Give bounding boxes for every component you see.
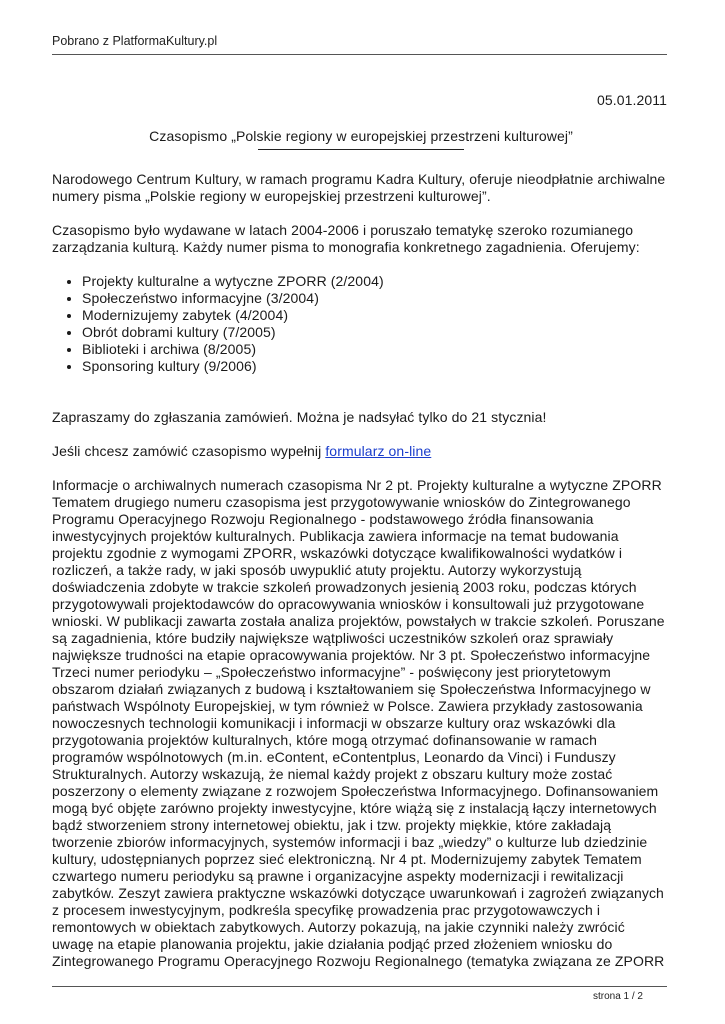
article-title: Czasopismo „Polskie regiony w europejskiej przestrzeni kulturowej”: [149, 128, 573, 144]
list-item: • Sponsoring kultury (9/2006): [82, 358, 670, 375]
order-prefix: Jeśli chcesz zamówić czasopismo wypełnij: [52, 443, 326, 459]
archive-info-paragraph: Informacje o archiwalnych numerach czasopisma Nr 2 pt. Projekty kulturalne a wytyczne ZPORR Tematem drugiego numeru czasopisma jest przygotowywanie wniosków do Zintegrowanego Programu Operacyjnego Rozwoju Regionalnego - podstawowego źródła finansowania inwestycyjnych projektów kulturalnych. Publikacja zawiera informacje na temat budowania projektu zgodnie z wymogami ZPORR, wskazówki dotyczące kwalifikowalności wydatków i rozliczeń, a także rady, w jaki sposób uwypuklić atuty projektu. Autorzy wykorzystują doświadczenia zdobyte w trakcie szkoleń prowadzonych jesienią 2003 roku, podczas których przygotowywali projektodawców do opracowywania wniosków i konsultowali już przygotowane wnioski. W publikacji zawarta została analiza projektów, powstałych w trakcie szkoleń. Poruszane są zagadnienia, które budziły największe wątpliwości uczestników szkoleń oraz sprawiały największe trudności na etapie opracowywania projektów. Nr 3 pt. Społeczeństwo informacyjne Trzeci numer periodyku – „Społeczeństwo informacyjne” - poświęcony jest priorytetowym obszarom działań związanych z budową i kształtowaniem się Społeczeństwa Informacyjnego w państwach Wspólnoty Europejskiej, w tym również w Polsce. Zawiera przykłady zastosowania nowoczesnych technologii komunikacji i informacji w obszarze kultury oraz wskazówki dla przygotowania projektów kulturalnych, które mogą otrzymać dofinansowanie w ramach programów wspólnotowych (m.in. eContent, eContentplus, Leonardo da Vinci) i Funduszy Strukturalnych. Autorzy wskazują, że niemal każdy projekt z obszaru kultury może zostać poszerzony o elementy związane z rozwojem Społeczeństwa Informacyjnego. Dofinansowaniem mogą być objęte zarówno projekty inwestycyjne, które wiążą się z instalacją łączy internetowych bądź stworzeniem strony internetowej obiektu, jak i tzw. projekty miękkie, które zakładają tworzenie zbiorów informacyjnych, systemów informacji i baz „wiedzy” o kulturze lub dziedzinie kultury, udostępnianych poprzez sieć elektroniczną. Nr 4 pt. Modernizujemy zabytek Tematem czwartego numeru periodyku są prawne i organizacyjne aspekty modernizacji i rewitalizacji zabytków. Zeszyt zawiera praktyczne wskazówki dotyczące uwarunkowań i zagrożeń związanych z procesem inwestycyjnym, podkreśla specyfikę prowadzenia prac przygotowawczych i remontowych w obiektach zabytkowych. Autorzy pokazują, na jakie czynniki należy zwrócić uwagę na etapie planowania projektu, jakie działania podjąć przed złożeniem wniosku do Zintegrowanego Programu Operacyjnego Rozwoju Regionalnego (tematyka związana ze ZPORR: [52, 477, 665, 969]
header-divider: [52, 54, 667, 55]
article-date: 05.01.2011: [596, 92, 667, 108]
order-form-link[interactable]: formularz on-line: [325, 443, 432, 459]
description-paragraph: Czasopismo było wydawane w latach 2004-2006 i poruszało tematykę szeroko rozumianego zarządzania kulturą. Każdy numer pisma to monografia konkretnego zagadnienia. Oferujemy:: [52, 222, 640, 255]
call-to-action: Zapraszamy do zgłaszania zamówień. Można je nadsyłać tylko do 21 stycznia!: [52, 409, 547, 425]
article-body: [52, 92, 670, 970]
title-underline: [258, 149, 464, 150]
order-line: [52, 443, 670, 460]
list-item: • Modernizujemy zabytek (4/2004): [82, 307, 670, 324]
issues-list: [52, 273, 670, 375]
page-number: strona 1 / 2: [592, 991, 643, 1002]
footer-divider: [52, 986, 667, 987]
list-item: • Społeczeństwo informacyjne (3/2004): [82, 290, 670, 307]
page-header-source: Pobrano z PlatformaKultury.pl: [52, 34, 218, 48]
intro-paragraph: Narodowego Centrum Kultury, w ramach programu Kadra Kultury, oferuje nieodpłatnie archiwalne numery pisma „Polskie regiony w europejskiej przestrzeni kulturowej”.: [52, 171, 666, 204]
list-item: • Obrót dobrami kultury (7/2005): [82, 324, 670, 341]
list-item: • Projekty kulturalne a wytyczne ZPORR (2/2004): [82, 273, 670, 290]
list-item: • Biblioteki i archiwa (8/2005): [82, 341, 670, 358]
